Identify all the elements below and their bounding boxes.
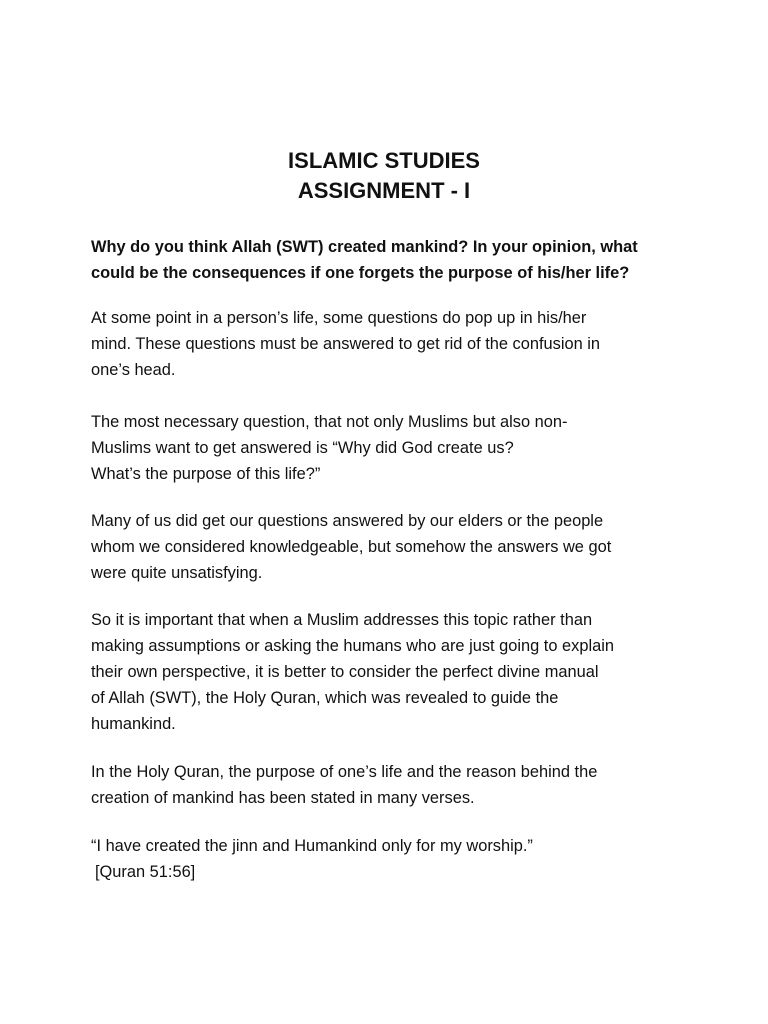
paragraph-line <box>91 305 678 331</box>
quote-citation: [Quran 51:56] <box>95 863 196 881</box>
quran-quote <box>91 833 678 885</box>
question-line: could be the consequences if one forgets the purpose of his/her life? <box>91 264 630 282</box>
question-line: Why do you think Allah (SWT) created mankind? In your opinion, what <box>91 238 638 256</box>
paragraph-quran-manual <box>91 607 678 737</box>
paragraph-line: creation of mankind has been stated in many verses. <box>91 789 475 807</box>
paragraph-line-text: At some point in a person’s life, some questions do pop up in his/her <box>91 309 587 327</box>
paragraph-line: humankind. <box>91 715 176 733</box>
paragraph-line: one’s head. <box>91 361 176 379</box>
paragraph-intro <box>91 305 678 383</box>
paragraph-line: So it is important that when a Muslim addresses this topic rather than <box>91 611 593 629</box>
paragraph-line: In the Holy Quran, the purpose of one’s life and the reason behind the <box>91 763 598 781</box>
paragraph-line: whom we considered knowledgeable, but somehow the answers we got <box>91 538 612 556</box>
paragraph-line: of Allah (SWT), the Holy Quran, which was revealed to guide the <box>91 689 559 707</box>
paragraph-line: Many of us did get our questions answered by our elders or the people <box>91 512 604 530</box>
assignment-question <box>91 234 681 286</box>
paragraph-line: their own perspective, it is better to consider the perfect divine manual <box>91 663 599 681</box>
paragraph-line: What’s the purpose of this life?” <box>91 465 321 483</box>
quote-text: “I have created the jinn and Humankind only for my worship.” <box>91 837 533 855</box>
paragraph-line: making assumptions or asking the humans who are just going to explain <box>91 637 614 655</box>
paragraph-line: were quite unsatisfying. <box>91 564 263 582</box>
paragraph-line: The most necessary question, that not only Muslims but also non- <box>91 413 568 431</box>
paragraph-question <box>91 409 678 487</box>
paragraph-line: Muslims want to get answered is “Why did God create us? <box>91 439 514 457</box>
assignment-subtitle: ASSIGNMENT - I <box>297 178 471 203</box>
document-title: ISLAMIC STUDIES <box>288 148 480 173</box>
paragraph-line: mind. These questions must be answered to get rid of the confusion in <box>91 335 601 353</box>
paragraph-elders <box>91 508 678 586</box>
paragraph-purpose <box>91 759 678 811</box>
